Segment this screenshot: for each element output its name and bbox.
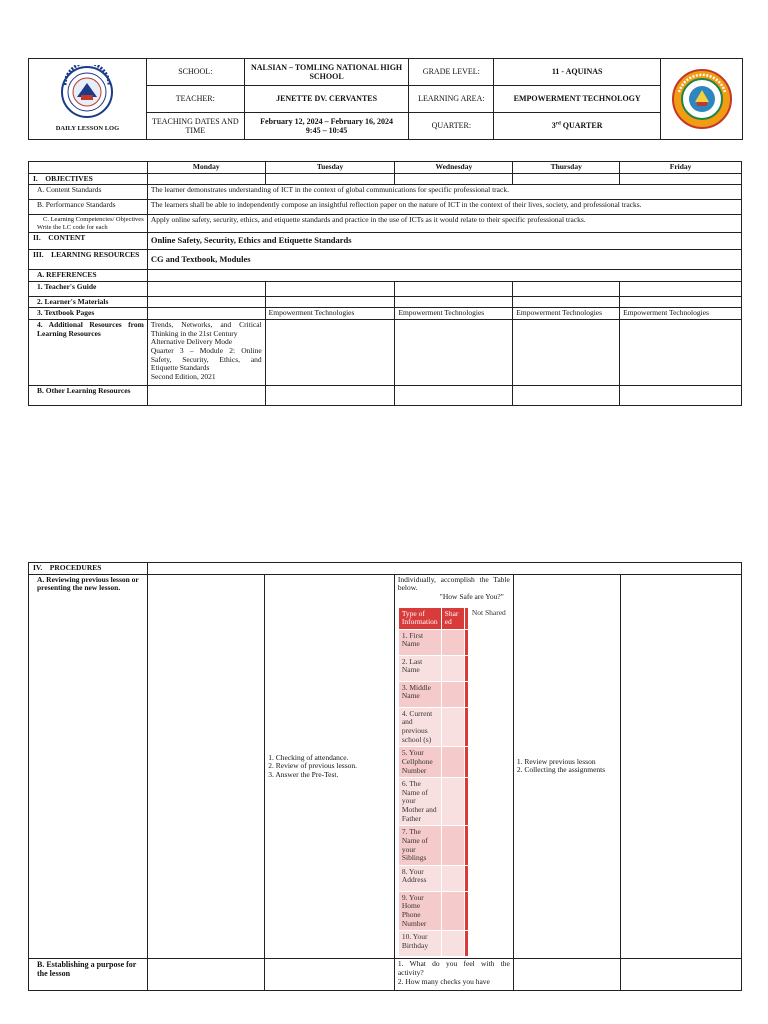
- area-value: EMPOWERMENT TECHNOLOGY: [494, 86, 661, 113]
- teacher-label: TEACHER:: [146, 86, 244, 113]
- school-logo-cell: [661, 59, 743, 140]
- dates-value: [244, 113, 409, 140]
- day-monday: Monday: [147, 162, 265, 174]
- content-heading: II. CONTENT: [29, 233, 148, 250]
- teachers-guide-label: 1. Teacher's Guide: [29, 281, 148, 296]
- dates-label: TEACHING DATES AND TIME: [146, 113, 244, 140]
- day-tuesday: Tuesday: [265, 162, 395, 174]
- competencies: Apply online safety, security, ethics, and etiquette standards and practice in the use of ICTs as it would relate to their specific professional tracks.: [147, 215, 741, 233]
- log-title: DAILY LESSON LOG: [55, 125, 120, 133]
- school-value: NALSIAN – TOMLING NATIONAL HIGH SCHOOL: [244, 59, 409, 86]
- competencies-label: C. Learning Competencies/ Objectives Write the LC code for each: [29, 215, 148, 233]
- textbook-tuesday: Empowerment Technologies: [265, 308, 395, 320]
- grade-label: GRADE LEVEL:: [409, 59, 494, 86]
- safe-header-shared: Shar ed: [441, 607, 465, 629]
- how-safe-table: [398, 607, 510, 958]
- resources-value: CG and Textbook, Modules: [147, 250, 741, 270]
- day-friday: Friday: [620, 162, 742, 174]
- textbook-pages-label: 3. Textbook Pages: [29, 308, 148, 320]
- safe-row: 7. The Name of your Siblings: [398, 826, 441, 866]
- textbook-wednesday: Empowerment Technologies: [395, 308, 513, 320]
- textbook-friday: Empowerment Technologies: [620, 308, 742, 320]
- quarter-value: 3rd QUARTER: [494, 113, 661, 140]
- dates-time: 9:45 – 10:45: [305, 126, 348, 135]
- grade-value: 11 - AQUINAS: [494, 59, 661, 86]
- content-standards-label: A. Content Standards: [29, 185, 148, 200]
- procedures-table: [28, 562, 742, 991]
- procedure-a-label: A. Reviewing previous lesson or presenting the new lesson.: [29, 574, 148, 959]
- area-label: LEARNING AREA:: [409, 86, 494, 113]
- day-thursday: Thursday: [513, 162, 620, 174]
- safe-row: 4. Current and previous school (s): [398, 707, 441, 747]
- additional-resources: Trends, Networks, and Critical Thinking in the 21st Century Alternative Delivery Mode Quarter 3 – Module 2: Online Safety, Security, Ethics, and Etiquette Standards Second Edition, 2021: [147, 320, 265, 386]
- activity-title: "How Safe are You?": [439, 591, 504, 601]
- procedure-a-tuesday: 1. Checking of attendance. 2. Review of previous lesson. 3. Answer the Pre-Test.: [265, 574, 395, 959]
- other-resources-label: B. Other Learning Resources: [29, 386, 148, 406]
- learners-materials-label: 2. Learner's Materials: [29, 296, 148, 308]
- content-standards: The learner demonstrates understanding of ICT in the context of global communications for specific professional track.: [147, 185, 741, 200]
- deped-seal-icon: [50, 65, 124, 123]
- activity-intro: Individually, accomplish the Table below.: [397, 574, 510, 593]
- safe-row: 3. Middle Name: [398, 681, 441, 707]
- safe-row: 2. Last Name: [398, 655, 441, 681]
- resources-heading: III. LEARNING RESOURCES: [29, 250, 148, 270]
- safe-row: 10. Your Birthday: [398, 931, 441, 957]
- safe-row: 5. Your Cellphone Number: [398, 747, 441, 778]
- header-table: [28, 58, 743, 140]
- dates-range: February 12, 2024 – February 16, 2024: [260, 116, 393, 126]
- procedures-heading: IV. PROCEDURES: [29, 563, 148, 575]
- textbook-thursday: Empowerment Technologies: [513, 308, 620, 320]
- procedure-a-thursday: 1. Review previous lesson 2. Collecting the assignments: [513, 574, 620, 959]
- safe-row: 8. Your Address: [398, 865, 441, 891]
- performance-standards: The learners shall be able to independently compose an insightful reflection paper on the nature of ICT in the context of their lives, society, and professional tracks.: [147, 200, 741, 215]
- deped-logo-cell: [29, 59, 147, 140]
- procedure-b-wednesday: 1. What do you feel with the activity? 2. How many checks you have: [394, 959, 513, 991]
- teacher-value: JENETTE DV. CERVANTES: [244, 86, 409, 113]
- safe-header-not-shared: Not Shared: [468, 607, 509, 629]
- content-value: Online Safety, Security, Ethics and Etiquette Standards: [147, 233, 741, 250]
- performance-standards-label: B. Performance Standards: [29, 200, 148, 215]
- safe-row: 1. First Name: [398, 629, 441, 655]
- safe-row: 6. The Name of your Mother and Father: [398, 778, 441, 826]
- school-label: SCHOOL:: [146, 59, 244, 86]
- quarter-label: QUARTER:: [409, 113, 494, 140]
- safe-row: 9. Your Home Phone Number: [398, 891, 441, 931]
- procedure-b-label: B. Establishing a purpose for the lesson: [29, 959, 148, 991]
- objectives-heading: I. OBJECTIVES: [29, 173, 148, 185]
- references-heading: A. REFERENCES: [29, 270, 148, 282]
- day-wednesday: Wednesday: [395, 162, 513, 174]
- lesson-plan-table: [28, 161, 742, 406]
- additional-resources-label: 4. Additional Resources from Learning Resources: [29, 320, 148, 386]
- school-seal-icon: [671, 68, 733, 130]
- procedure-a-wednesday: [394, 574, 513, 959]
- safe-header-type: Type of Information: [398, 607, 441, 629]
